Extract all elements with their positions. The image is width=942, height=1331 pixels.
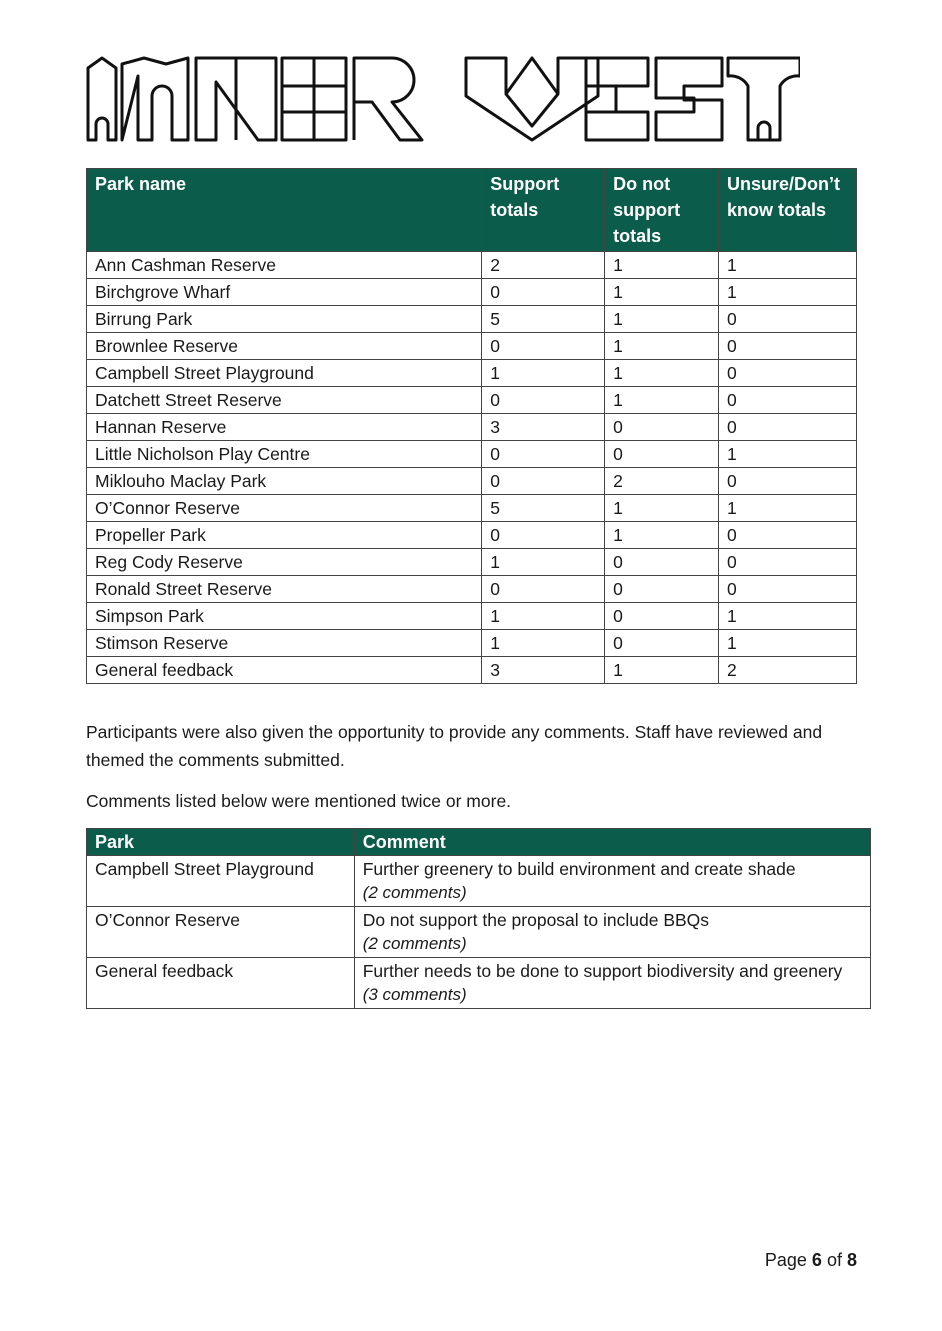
- park-name-cell: Hannan Reserve: [87, 414, 482, 441]
- support-total-cell: 0: [482, 441, 605, 468]
- unsure-total-cell: 2: [719, 657, 857, 684]
- not-support-total-cell: 1: [605, 252, 719, 279]
- unsure-total-cell: 0: [719, 414, 857, 441]
- table-header-row: [87, 169, 857, 252]
- unsure-total-cell: 1: [719, 603, 857, 630]
- park-name-cell: General feedback: [87, 657, 482, 684]
- not-support-total-cell: 1: [605, 306, 719, 333]
- header-park: Park: [87, 829, 355, 856]
- unsure-total-cell: 1: [719, 495, 857, 522]
- park-name-cell: Little Nicholson Play Centre: [87, 441, 482, 468]
- unsure-total-cell: 0: [719, 360, 857, 387]
- table-row: [87, 958, 871, 1009]
- table-row: [87, 576, 857, 603]
- table-row: [87, 333, 857, 360]
- comment-park-cell: Campbell Street Playground: [87, 856, 355, 907]
- table-row: [87, 856, 871, 907]
- not-support-total-cell: 1: [605, 387, 719, 414]
- not-support-total-cell: 2: [605, 468, 719, 495]
- comments-table: [86, 828, 871, 1009]
- header-unsure-totals: Unsure/Don’t know totals: [719, 169, 857, 252]
- park-name-cell: Stimson Reserve: [87, 630, 482, 657]
- support-total-cell: 5: [482, 306, 605, 333]
- note-paragraph: Comments listed below were mentioned twice or more.: [86, 791, 512, 811]
- table-header-row: [87, 829, 871, 856]
- park-name-cell: Birrung Park: [87, 306, 482, 333]
- park-name-cell: Brownlee Reserve: [87, 333, 482, 360]
- page-current: 6: [811, 1250, 822, 1270]
- unsure-total-cell: 0: [719, 306, 857, 333]
- table-row: [87, 495, 857, 522]
- unsure-total-cell: 0: [719, 549, 857, 576]
- table-row: [87, 468, 857, 495]
- park-name-cell: Simpson Park: [87, 603, 482, 630]
- table-row: [87, 441, 857, 468]
- support-total-cell: 0: [482, 387, 605, 414]
- comment-text-cell: [354, 856, 870, 907]
- table-row: [87, 306, 857, 333]
- table-row: [87, 549, 857, 576]
- not-support-total-cell: 0: [605, 576, 719, 603]
- unsure-total-cell: 0: [719, 387, 857, 414]
- not-support-total-cell: 1: [605, 495, 719, 522]
- park-name-cell: O’Connor Reserve: [87, 495, 482, 522]
- support-total-cell: 0: [482, 576, 605, 603]
- inner-west-logo: [86, 56, 800, 142]
- not-support-total-cell: 1: [605, 657, 719, 684]
- unsure-total-cell: 1: [719, 441, 857, 468]
- unsure-total-cell: 0: [719, 576, 857, 603]
- table-row: [87, 387, 857, 414]
- unsure-total-cell: 0: [719, 333, 857, 360]
- support-total-cell: 0: [482, 468, 605, 495]
- table-row: [87, 414, 857, 441]
- unsure-total-cell: 1: [719, 252, 857, 279]
- comment-count: (3 comments): [362, 985, 467, 1004]
- park-name-cell: Propeller Park: [87, 522, 482, 549]
- not-support-total-cell: 1: [605, 522, 719, 549]
- park-name-cell: Birchgrove Wharf: [87, 279, 482, 306]
- park-name-cell: Miklouho Maclay Park: [87, 468, 482, 495]
- comment-count: (2 comments): [362, 883, 467, 902]
- support-total-cell: 1: [482, 360, 605, 387]
- support-total-cell: 0: [482, 522, 605, 549]
- support-total-cell: 0: [482, 279, 605, 306]
- support-table-body: [87, 252, 857, 684]
- park-name-cell: Reg Cody Reserve: [87, 549, 482, 576]
- support-total-cell: 5: [482, 495, 605, 522]
- comments-table-body: [87, 856, 871, 1009]
- park-name-cell: Ann Cashman Reserve: [87, 252, 482, 279]
- not-support-total-cell: 0: [605, 414, 719, 441]
- support-total-cell: 2: [482, 252, 605, 279]
- comment-park-cell: O’Connor Reserve: [87, 907, 355, 958]
- not-support-total-cell: 0: [605, 549, 719, 576]
- not-support-total-cell: 0: [605, 441, 719, 468]
- unsure-total-cell: 1: [719, 630, 857, 657]
- support-totals-table: [86, 168, 857, 684]
- park-name-cell: Campbell Street Playground: [87, 360, 482, 387]
- not-support-total-cell: 0: [605, 603, 719, 630]
- comment-text-cell: [354, 958, 870, 1009]
- comment-text: Do not support the proposal to include BBQs: [362, 910, 710, 930]
- comment-park-cell: General feedback: [87, 958, 355, 1009]
- support-total-cell: 3: [482, 414, 605, 441]
- support-total-cell: 1: [482, 549, 605, 576]
- of-label: of: [826, 1250, 842, 1270]
- header-support-totals: Support totals: [482, 169, 605, 252]
- table-row: [87, 252, 857, 279]
- page-footer: [765, 1250, 857, 1271]
- table-row: [87, 657, 857, 684]
- comment-text: Further greenery to build environment and create shade: [362, 859, 796, 879]
- comment-text-cell: [354, 907, 870, 958]
- support-total-cell: 1: [482, 630, 605, 657]
- comment-count: (2 comments): [362, 934, 467, 953]
- page-label: Page: [764, 1250, 807, 1270]
- table-row: [87, 522, 857, 549]
- table-row: [87, 360, 857, 387]
- support-total-cell: 1: [482, 603, 605, 630]
- park-name-cell: Ronald Street Reserve: [87, 576, 482, 603]
- intro-paragraph: Participants were also given the opportunity to provide any comments. Staff have reviewed and themed the comments submitted.: [86, 722, 823, 770]
- header-park-name: Park name: [87, 169, 482, 252]
- not-support-total-cell: 1: [605, 333, 719, 360]
- support-total-cell: 0: [482, 333, 605, 360]
- support-total-cell: 3: [482, 657, 605, 684]
- not-support-total-cell: 1: [605, 279, 719, 306]
- table-row: [87, 630, 857, 657]
- unsure-total-cell: 0: [719, 522, 857, 549]
- unsure-total-cell: 0: [719, 468, 857, 495]
- header-do-not-support-totals: Do not support totals: [605, 169, 719, 252]
- not-support-total-cell: 0: [605, 630, 719, 657]
- comment-text: Further needs to be done to support biodiversity and greenery: [362, 961, 843, 981]
- page-total: 8: [846, 1250, 857, 1270]
- table-row: [87, 907, 871, 958]
- header-comment: Comment: [354, 829, 870, 856]
- unsure-total-cell: 1: [719, 279, 857, 306]
- table-row: [87, 603, 857, 630]
- table-row: [87, 279, 857, 306]
- not-support-total-cell: 1: [605, 360, 719, 387]
- park-name-cell: Datchett Street Reserve: [87, 387, 482, 414]
